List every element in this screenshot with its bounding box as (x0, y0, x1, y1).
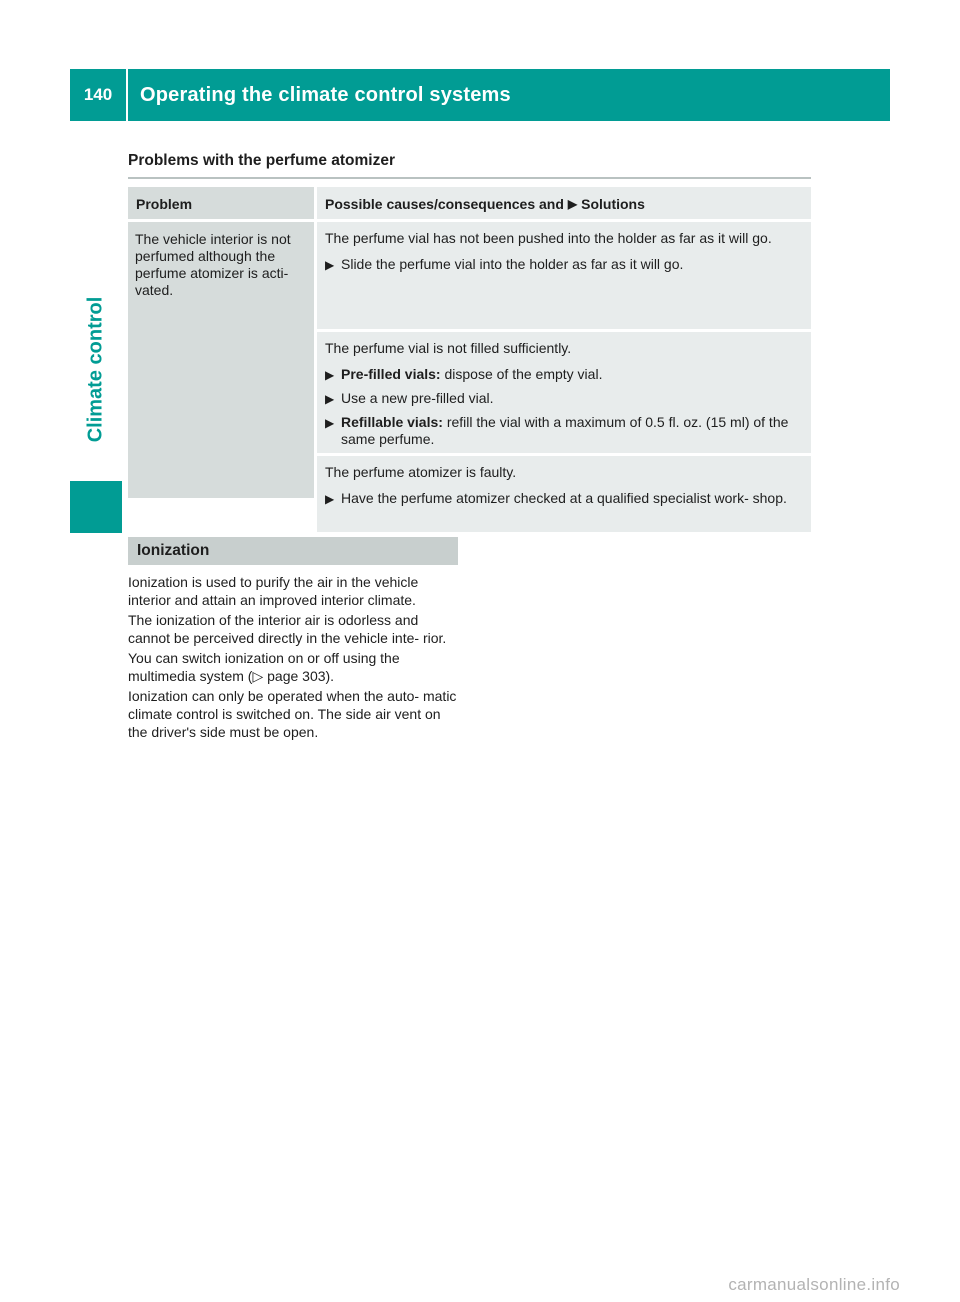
arrow-icon: ▶ (325, 392, 335, 406)
column-header-problem: Problem (128, 187, 314, 219)
page-header (70, 69, 890, 121)
solution-step (325, 366, 803, 384)
column-header-solutions-suffix: Solutions (581, 196, 645, 212)
step-text-plain: refill the vial with a maximum of 0.5 fl. oz. (15 ml) of the same perfume. (341, 414, 789, 447)
arrow-icon: ▶ (325, 258, 335, 272)
solution-step (325, 390, 803, 408)
arrow-icon: ▶ (567, 197, 578, 211)
section-divider (128, 177, 811, 179)
problems-table (128, 187, 811, 532)
table-row (128, 222, 811, 532)
cause-text: The perfume vial has not been pushed into the holder as far as it will go. (325, 230, 772, 246)
step-text-plain: dispose of the empty vial. (440, 366, 603, 382)
ionization-heading-bar (128, 537, 458, 565)
step-text-plain: Slide the perfume vial into the holder as far as it will go. (341, 256, 684, 272)
step-text (341, 390, 494, 408)
paragraph: Ionization can only be operated when the auto- matic climate control is switched on. The side air vent on the driver's side must be open. (128, 688, 457, 740)
step-text-plain: Use a new pre-filled vial. (341, 390, 494, 406)
solution-step (325, 490, 803, 508)
paragraph: You can switch ionization on or off using the multimedia system (▷ page 303). (128, 650, 400, 684)
step-text-bold: Pre-filled vials: (341, 366, 441, 382)
section-title: Problems with the perfume atomizer (128, 152, 395, 169)
chapter-title: Operating the climate control systems (140, 83, 511, 106)
cause-text: The perfume vial is not filled sufficiently. (325, 340, 572, 356)
solution-block (317, 222, 811, 329)
column-header-solutions (317, 187, 811, 219)
ionization-body (128, 573, 460, 743)
step-text-plain: Have the perfume atomizer checked at a qualified specialist work- shop. (341, 490, 787, 506)
table-header (128, 187, 811, 219)
paragraph: Ionization is used to purify the air in the vehicle interior and attain an improved interior climate. (128, 574, 419, 608)
step-text (341, 256, 683, 274)
side-tab (70, 257, 122, 481)
cause-text: The perfume atomizer is faulty. (325, 464, 517, 480)
step-text (341, 490, 787, 508)
side-tab-label: Climate control (84, 296, 107, 442)
solution-step (325, 256, 803, 274)
solutions-column (317, 222, 811, 532)
solution-step (325, 414, 803, 448)
solution-block (317, 332, 811, 453)
step-text (341, 366, 602, 384)
problem-cell: The vehicle interior is not perfumed although the perfume atomizer is acti- vated. (128, 222, 314, 498)
solution-block (317, 456, 811, 532)
arrow-icon: ▶ (325, 368, 335, 382)
side-tab-marker (70, 481, 122, 533)
paragraph: The ionization of the interior air is odorless and cannot be perceived directly in the vehicle inte- rior. (128, 612, 447, 646)
watermark: carmanualsonline.info (728, 1275, 900, 1294)
page-number: 140 (83, 85, 113, 104)
arrow-icon: ▶ (325, 492, 335, 506)
step-text-bold: Refillable vials: (341, 414, 443, 430)
column-header-solutions-prefix: Possible causes/consequences and (325, 196, 564, 212)
ionization-title: Ionization (137, 542, 210, 559)
arrow-icon: ▶ (325, 416, 335, 430)
step-text (341, 414, 803, 448)
